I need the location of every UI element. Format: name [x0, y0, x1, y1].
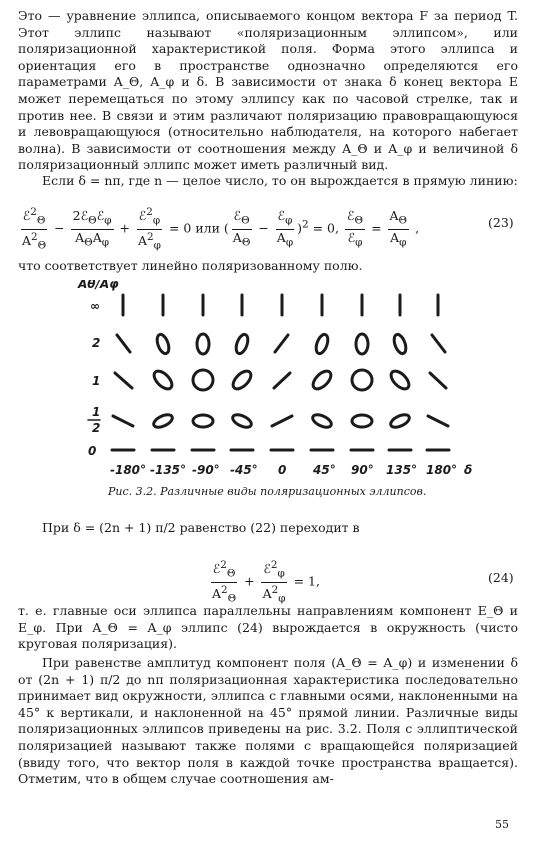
- paragraph-2: Если δ = nπ, где n — целое число, то он вырождается в прямую линию:: [42, 173, 518, 188]
- col-label: -45°: [230, 463, 258, 477]
- col-label: 180°: [426, 463, 458, 477]
- row-2-shapes: [117, 333, 445, 355]
- column-labels: [110, 463, 472, 477]
- row-1-shapes: [115, 368, 446, 392]
- col-label: 0: [278, 463, 287, 477]
- paragraph-5: т. е. главные оси эллипса параллельны направлениям компонент E_Θ и E_φ. При A_Θ = A_φ эллипс (24) вырождается в окружность (чисто круговая поляризация).: [18, 603, 518, 652]
- col-label: 45°: [313, 463, 336, 477]
- col-label: -180°: [110, 463, 147, 477]
- row-label-half-den: 2: [92, 421, 101, 435]
- paragraph-1: Это — уравнение эллипса, описываемого концом вектора F за период T. Этот эллипс называют «поляризационным эллипсом», или поляризационной характеристикой поля. Форма этого эллипса и ориентация его в пространстве однозначно определяются его параметрами A_Θ, A_φ и δ. В зависимости от знака δ конец вектора E может перемещаться по этому эллипсу как по часовой стрелке, так и против нее. В связи и этим различают поляризацию правовращающуюся и левовращающуюся (относительно наблюдателя, на которого набегает волна). В зависимости от соотношения между A_Θ и A_φ и величиной δ поляризационный эллипс может иметь различный вид.: [18, 8, 518, 173]
- equation-23: $\frac{ℰ^2_\Theta}{A^2_\Theta}$ − $\frac{2ℰ_\Theta ℰ_\varphi}{A_\Theta A_\varphi}$ + $\frac{ℰ^2_\varphi}{A^2_\varphi}$ = 0 или ( $\frac{ℰ_\Theta}{A_\Theta}$ − $\frac{ℰ_\varphi}{A_\varphi}$ )$^2$ = 0, $\frac{ℰ_\Theta}{ℰ_\varphi}$ = $\frac{A_\Theta}{A_\varphi}$ ,: [22, 206, 420, 252]
- paragraph-6: При равенстве амплитуд компонент поля (A_Θ = A_φ) и изменении δ от (2n + 1) π/2 до nπ поляризационная характеристика последовательно принимает вид окружности, эллипса с главными осями, наклоненными на 45° к вертикали, и наклоненной на 45° прямой линии. Различные виды поляризационных эллипсов приведены на рис. 3.2. Поля с эллиптической поляризацией называют также полями с вращающейся поляризацией (ввиду того, что вектор поля в каждой точке пространства вращается). Отметим, что в общем случае соотношения ам-: [18, 655, 518, 787]
- delta-symbol: δ: [464, 463, 473, 477]
- figure-polarization-ellipses: [70, 280, 480, 480]
- paragraph-4: При δ = (2n + 1) π/2 равенство (22) переходит в: [42, 520, 360, 535]
- paragraph-3: что соответствует линейно поляризованному полю.: [18, 258, 363, 273]
- page-number: 55: [495, 818, 509, 831]
- row-half-shapes: [113, 412, 448, 430]
- row-label-2: 2: [92, 336, 101, 350]
- row-label-1: 1: [92, 374, 101, 388]
- eq-equals-one: = 1,: [293, 573, 320, 589]
- figure-axis-label: Aθ/Aφ: [78, 280, 119, 291]
- row-label-half-num: 1: [92, 405, 101, 419]
- col-label: -135°: [150, 463, 187, 477]
- figure-svg: [70, 280, 480, 480]
- col-label: 135°: [386, 463, 418, 477]
- row-inf-shapes: [123, 295, 438, 315]
- equation-24: $\frac{ℰ^2_\Theta}{A^2_\Theta}$ + $\frac{ℰ^2_\varphi}{A^2_\varphi}$ = 1,: [212, 559, 320, 605]
- eq-or-word: или: [195, 220, 220, 236]
- row-label-0: 0: [88, 444, 97, 458]
- equation-24-number: (24): [488, 570, 514, 585]
- figure-caption: Рис. 3.2. Различные виды поляризационных эллипсов.: [108, 485, 427, 498]
- eq-equals-zero: = 0: [168, 220, 192, 236]
- col-label: -90°: [192, 463, 220, 477]
- equation-23-number: (23): [488, 215, 514, 230]
- col-label: 90°: [351, 463, 374, 477]
- row-label-inf: ∞: [90, 299, 100, 313]
